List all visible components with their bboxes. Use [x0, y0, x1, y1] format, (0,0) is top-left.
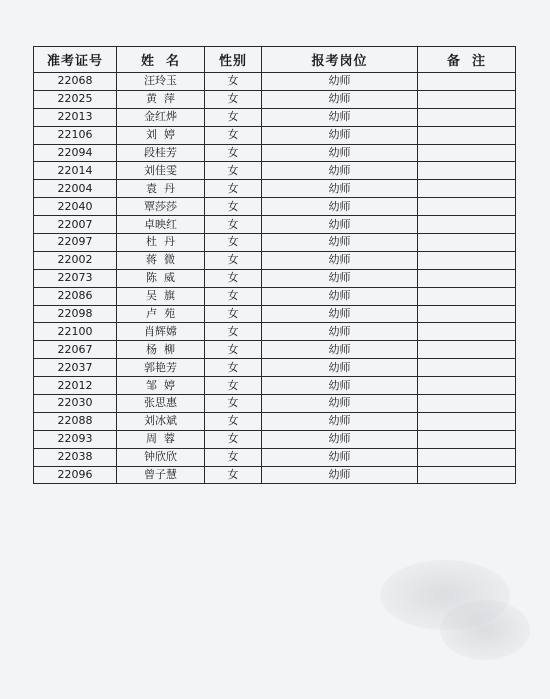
cell-name: 覃莎莎: [117, 198, 205, 216]
cell-remarks: [418, 305, 516, 323]
cell-name: 钟欣欣: [117, 448, 205, 466]
cell-gender: 女: [205, 108, 262, 126]
table-row: [34, 466, 516, 484]
cell-name: 吴 旗: [117, 287, 205, 305]
cell-remarks: [418, 198, 516, 216]
cell-gender: 女: [205, 359, 262, 377]
cell-name: 汪玲玉: [117, 73, 205, 91]
table-row: [34, 430, 516, 448]
cell-exam-number: 22014: [34, 162, 117, 180]
cell-remarks: [418, 341, 516, 359]
cell-position: 幼师: [262, 448, 418, 466]
cell-name: 金红烨: [117, 108, 205, 126]
cell-gender: 女: [205, 395, 262, 413]
cell-name: 杨 柳: [117, 341, 205, 359]
cell-name: 黄 萍: [117, 90, 205, 108]
cell-position: 幼师: [262, 430, 418, 448]
header-exam-number: 准考证号: [34, 47, 117, 73]
cell-name: 刘佳雯: [117, 162, 205, 180]
table-row: [34, 198, 516, 216]
cell-remarks: [418, 144, 516, 162]
cell-gender: 女: [205, 234, 262, 252]
cell-remarks: [418, 162, 516, 180]
cell-remarks: [418, 395, 516, 413]
cell-gender: 女: [205, 412, 262, 430]
cell-exam-number: 22106: [34, 126, 117, 144]
table-row: [34, 377, 516, 395]
cell-name: 曾子慧: [117, 466, 205, 484]
cell-remarks: [418, 412, 516, 430]
cell-name: 卢 苑: [117, 305, 205, 323]
cell-exam-number: 22002: [34, 251, 117, 269]
cell-position: 幼师: [262, 269, 418, 287]
cell-name: 段桂芳: [117, 144, 205, 162]
cell-position: 幼师: [262, 90, 418, 108]
cell-gender: 女: [205, 216, 262, 234]
cell-exam-number: 22013: [34, 108, 117, 126]
cell-name: 蒋 微: [117, 251, 205, 269]
cell-exam-number: 22097: [34, 234, 117, 252]
cell-exam-number: 22068: [34, 73, 117, 91]
cell-gender: 女: [205, 448, 262, 466]
cell-position: 幼师: [262, 108, 418, 126]
cell-name: 卓映红: [117, 216, 205, 234]
cell-name: 刘 婷: [117, 126, 205, 144]
header-position: 报考岗位: [262, 47, 418, 73]
cell-name: 郭艳芳: [117, 359, 205, 377]
cell-position: 幼师: [262, 341, 418, 359]
cell-exam-number: 22096: [34, 466, 117, 484]
cell-position: 幼师: [262, 466, 418, 484]
cell-exam-number: 22088: [34, 412, 117, 430]
table-row: [34, 216, 516, 234]
cell-name: 刘冰斌: [117, 412, 205, 430]
cell-remarks: [418, 269, 516, 287]
cell-exam-number: 22012: [34, 377, 117, 395]
cell-position: 幼师: [262, 359, 418, 377]
cell-gender: 女: [205, 126, 262, 144]
cell-remarks: [418, 126, 516, 144]
cell-remarks: [418, 180, 516, 198]
cell-remarks: [418, 234, 516, 252]
cell-exam-number: 22037: [34, 359, 117, 377]
cell-gender: 女: [205, 305, 262, 323]
cell-position: 幼师: [262, 395, 418, 413]
cell-exam-number: 22004: [34, 180, 117, 198]
table-row: [34, 73, 516, 91]
cell-exam-number: 22025: [34, 90, 117, 108]
cell-gender: 女: [205, 377, 262, 395]
cell-name: 陈 威: [117, 269, 205, 287]
cell-exam-number: 22073: [34, 269, 117, 287]
cell-remarks: [418, 216, 516, 234]
cell-gender: 女: [205, 341, 262, 359]
cell-name: 肖辉嫦: [117, 323, 205, 341]
cell-gender: 女: [205, 287, 262, 305]
table-header-row: [34, 47, 516, 73]
cell-position: 幼师: [262, 216, 418, 234]
cell-exam-number: 22040: [34, 198, 117, 216]
cell-remarks: [418, 73, 516, 91]
cell-gender: 女: [205, 144, 262, 162]
cell-position: 幼师: [262, 234, 418, 252]
cell-name: 张思惠: [117, 395, 205, 413]
cell-gender: 女: [205, 430, 262, 448]
cell-gender: 女: [205, 162, 262, 180]
cell-position: 幼师: [262, 198, 418, 216]
cell-remarks: [418, 251, 516, 269]
cell-exam-number: 22098: [34, 305, 117, 323]
table-row: [34, 341, 516, 359]
cell-exam-number: 22094: [34, 144, 117, 162]
cell-gender: 女: [205, 323, 262, 341]
table-row: [34, 412, 516, 430]
table-row: [34, 126, 516, 144]
cell-gender: 女: [205, 180, 262, 198]
cell-position: 幼师: [262, 73, 418, 91]
cell-position: 幼师: [262, 126, 418, 144]
cell-position: 幼师: [262, 180, 418, 198]
cell-exam-number: 22100: [34, 323, 117, 341]
cell-exam-number: 22093: [34, 430, 117, 448]
cell-gender: 女: [205, 466, 262, 484]
cell-remarks: [418, 466, 516, 484]
cell-remarks: [418, 90, 516, 108]
cell-remarks: [418, 359, 516, 377]
table-row: [34, 90, 516, 108]
cell-remarks: [418, 448, 516, 466]
cell-position: 幼师: [262, 377, 418, 395]
cell-position: 幼师: [262, 251, 418, 269]
candidate-table: [33, 46, 516, 484]
cell-gender: 女: [205, 251, 262, 269]
cell-position: 幼师: [262, 412, 418, 430]
table-row: [34, 144, 516, 162]
cell-remarks: [418, 377, 516, 395]
cell-gender: 女: [205, 73, 262, 91]
table-body: [34, 73, 516, 484]
table-row: [34, 180, 516, 198]
cell-remarks: [418, 287, 516, 305]
cell-position: 幼师: [262, 305, 418, 323]
cell-position: 幼师: [262, 144, 418, 162]
cell-position: 幼师: [262, 287, 418, 305]
cell-gender: 女: [205, 269, 262, 287]
table-row: [34, 305, 516, 323]
table-row: [34, 323, 516, 341]
table-row: [34, 162, 516, 180]
table-row: [34, 251, 516, 269]
cell-name: 邹 婷: [117, 377, 205, 395]
table-row: [34, 269, 516, 287]
cell-exam-number: 22086: [34, 287, 117, 305]
table-row: [34, 234, 516, 252]
cell-exam-number: 22067: [34, 341, 117, 359]
header-gender: 性别: [205, 47, 262, 73]
scan-smudge: [440, 600, 530, 660]
header-name: 姓 名: [117, 47, 205, 73]
cell-remarks: [418, 108, 516, 126]
header-remarks: 备 注: [418, 47, 516, 73]
table-row: [34, 287, 516, 305]
table-row: [34, 395, 516, 413]
cell-name: 杜 丹: [117, 234, 205, 252]
cell-gender: 女: [205, 90, 262, 108]
cell-exam-number: 22030: [34, 395, 117, 413]
cell-exam-number: 22038: [34, 448, 117, 466]
cell-remarks: [418, 323, 516, 341]
table-row: [34, 108, 516, 126]
cell-position: 幼师: [262, 323, 418, 341]
cell-name: 周 蓉: [117, 430, 205, 448]
table-row: [34, 448, 516, 466]
cell-name: 袁 丹: [117, 180, 205, 198]
cell-position: 幼师: [262, 162, 418, 180]
cell-remarks: [418, 430, 516, 448]
cell-gender: 女: [205, 198, 262, 216]
table-row: [34, 359, 516, 377]
cell-exam-number: 22007: [34, 216, 117, 234]
